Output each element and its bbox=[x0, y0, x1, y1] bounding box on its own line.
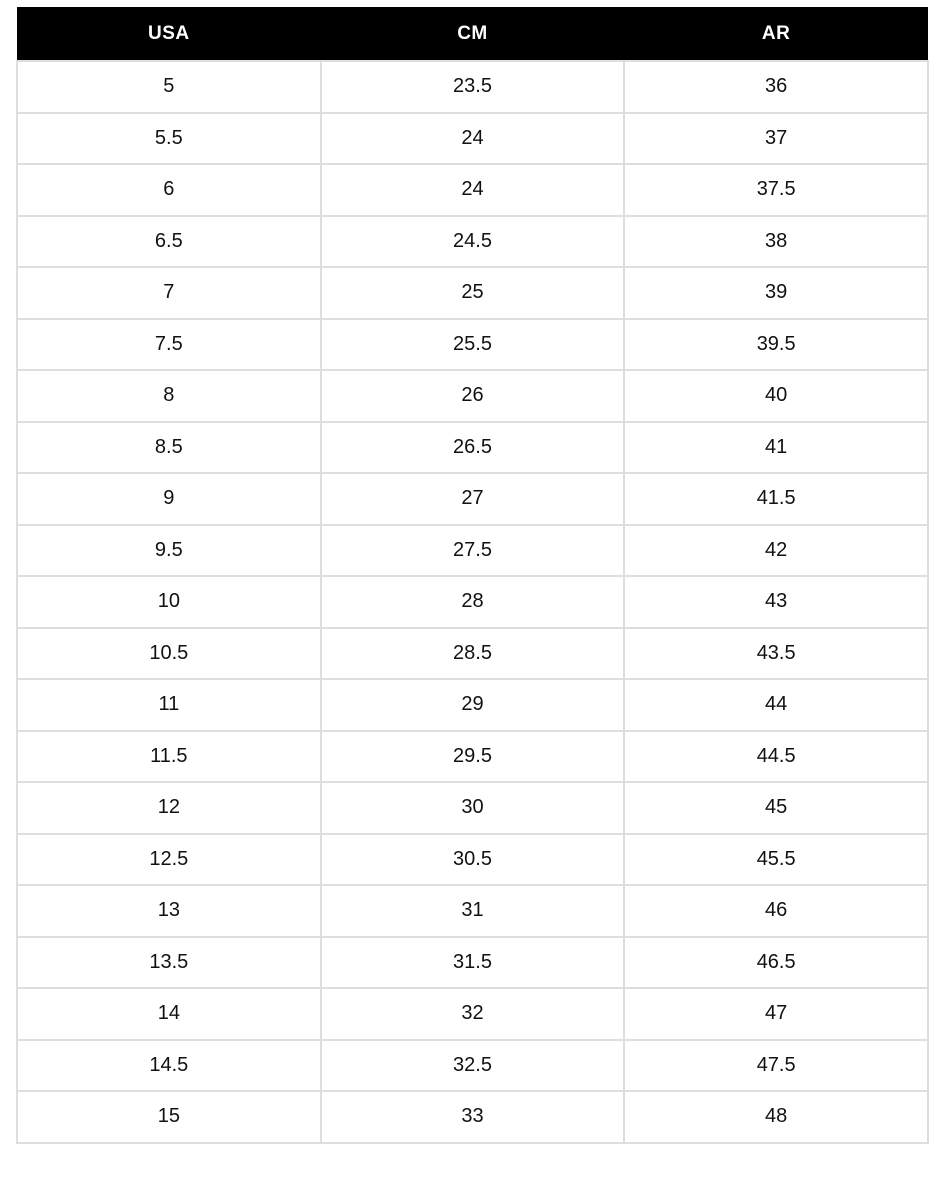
cell-cm: 31 bbox=[321, 885, 625, 937]
cell-ar: 46 bbox=[624, 885, 928, 937]
table-row bbox=[17, 937, 928, 989]
cell-usa: 13 bbox=[17, 885, 321, 937]
cell-cm: 30.5 bbox=[321, 834, 625, 886]
cell-usa: 11.5 bbox=[17, 731, 321, 783]
cell-cm: 23.5 bbox=[321, 61, 625, 113]
cell-usa: 7.5 bbox=[17, 319, 321, 371]
cell-ar: 43.5 bbox=[624, 628, 928, 680]
cell-cm: 25.5 bbox=[321, 319, 625, 371]
cell-ar: 47.5 bbox=[624, 1040, 928, 1092]
cell-ar: 41.5 bbox=[624, 473, 928, 525]
cell-cm: 32.5 bbox=[321, 1040, 625, 1092]
cell-ar: 43 bbox=[624, 576, 928, 628]
cell-usa: 9.5 bbox=[17, 525, 321, 577]
cell-cm: 24 bbox=[321, 113, 625, 165]
cell-cm: 27.5 bbox=[321, 525, 625, 577]
cell-usa: 15 bbox=[17, 1091, 321, 1143]
cell-cm: 29 bbox=[321, 679, 625, 731]
cell-ar: 38 bbox=[624, 216, 928, 268]
size-table bbox=[16, 7, 929, 1144]
cell-usa: 14 bbox=[17, 988, 321, 1040]
table-row bbox=[17, 679, 928, 731]
table-row bbox=[17, 988, 928, 1040]
cell-ar: 45 bbox=[624, 782, 928, 834]
table-row bbox=[17, 834, 928, 886]
cell-usa: 6 bbox=[17, 164, 321, 216]
cell-cm: 31.5 bbox=[321, 937, 625, 989]
cell-ar: 37.5 bbox=[624, 164, 928, 216]
table-body bbox=[17, 61, 928, 1143]
table-header bbox=[17, 7, 928, 61]
cell-usa: 5 bbox=[17, 61, 321, 113]
cell-ar: 39 bbox=[624, 267, 928, 319]
cell-usa: 8 bbox=[17, 370, 321, 422]
cell-ar: 40 bbox=[624, 370, 928, 422]
cell-usa: 12.5 bbox=[17, 834, 321, 886]
column-header-cm: CM bbox=[321, 7, 625, 61]
cell-cm: 26 bbox=[321, 370, 625, 422]
table-row bbox=[17, 628, 928, 680]
cell-cm: 24 bbox=[321, 164, 625, 216]
cell-usa: 13.5 bbox=[17, 937, 321, 989]
cell-cm: 33 bbox=[321, 1091, 625, 1143]
cell-usa: 7 bbox=[17, 267, 321, 319]
table-row bbox=[17, 113, 928, 165]
cell-ar: 44.5 bbox=[624, 731, 928, 783]
cell-cm: 27 bbox=[321, 473, 625, 525]
cell-ar: 42 bbox=[624, 525, 928, 577]
cell-usa: 8.5 bbox=[17, 422, 321, 474]
cell-ar: 37 bbox=[624, 113, 928, 165]
cell-usa: 12 bbox=[17, 782, 321, 834]
cell-usa: 10 bbox=[17, 576, 321, 628]
cell-cm: 25 bbox=[321, 267, 625, 319]
table-row bbox=[17, 885, 928, 937]
column-header-usa: USA bbox=[17, 7, 321, 61]
table-row bbox=[17, 422, 928, 474]
cell-cm: 29.5 bbox=[321, 731, 625, 783]
table-row bbox=[17, 216, 928, 268]
cell-ar: 48 bbox=[624, 1091, 928, 1143]
cell-ar: 47 bbox=[624, 988, 928, 1040]
table-row bbox=[17, 473, 928, 525]
table-row bbox=[17, 782, 928, 834]
cell-ar: 41 bbox=[624, 422, 928, 474]
table-row bbox=[17, 1040, 928, 1092]
column-header-ar: AR bbox=[624, 7, 928, 61]
cell-usa: 5.5 bbox=[17, 113, 321, 165]
cell-usa: 6.5 bbox=[17, 216, 321, 268]
cell-usa: 10.5 bbox=[17, 628, 321, 680]
table-row bbox=[17, 319, 928, 371]
table-row bbox=[17, 370, 928, 422]
cell-cm: 30 bbox=[321, 782, 625, 834]
cell-ar: 45.5 bbox=[624, 834, 928, 886]
table-row bbox=[17, 1091, 928, 1143]
table-row bbox=[17, 731, 928, 783]
table-row bbox=[17, 61, 928, 113]
table-row bbox=[17, 576, 928, 628]
table-row bbox=[17, 525, 928, 577]
cell-ar: 39.5 bbox=[624, 319, 928, 371]
cell-ar: 44 bbox=[624, 679, 928, 731]
cell-usa: 14.5 bbox=[17, 1040, 321, 1092]
cell-cm: 26.5 bbox=[321, 422, 625, 474]
cell-ar: 36 bbox=[624, 61, 928, 113]
cell-cm: 28.5 bbox=[321, 628, 625, 680]
table-row bbox=[17, 164, 928, 216]
cell-ar: 46.5 bbox=[624, 937, 928, 989]
cell-cm: 24.5 bbox=[321, 216, 625, 268]
cell-usa: 9 bbox=[17, 473, 321, 525]
cell-cm: 32 bbox=[321, 988, 625, 1040]
header-row bbox=[17, 7, 928, 61]
cell-usa: 11 bbox=[17, 679, 321, 731]
size-chart bbox=[16, 7, 929, 1144]
cell-cm: 28 bbox=[321, 576, 625, 628]
table-row bbox=[17, 267, 928, 319]
